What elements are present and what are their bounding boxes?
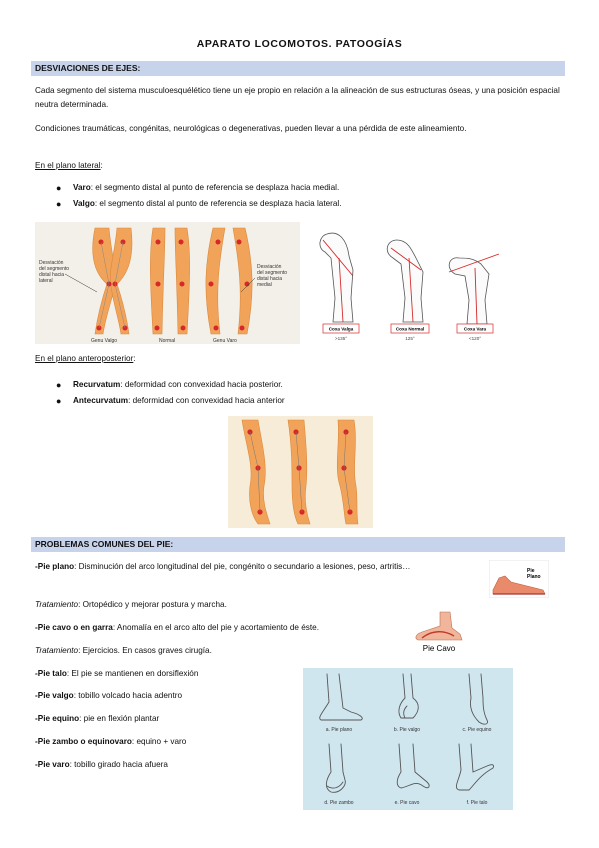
recurvatum-term: Recurvatum (73, 380, 121, 389)
tratamiento-1-label: Tratamiento (35, 600, 79, 609)
ap-heading-colon: : (133, 354, 136, 363)
antecurvatum-text: : deformidad con convexidad hacia anterior (128, 396, 285, 405)
foot-caption-b: b. Pie valgo (393, 727, 421, 733)
pie-zambo-text: : equino + varo (131, 737, 187, 746)
fig1-label-right-4: medial (257, 282, 272, 288)
foot-caption-d: d. Pie zambo (324, 800, 354, 806)
pie-equino-term: -Pie equino (35, 714, 80, 723)
fig1-caption-varo: Genu Varo (213, 338, 237, 344)
pie-varo-text: : tobillo girado hacia afuera (69, 760, 168, 769)
coxa-normal-degrees: 125° (405, 336, 415, 341)
foot-caption-f: f. Pie talo (466, 800, 488, 806)
section-header-desviaciones: DESVIACIONES DE EJES: (31, 61, 565, 76)
foot-caption-c: c. Pie equino (462, 727, 492, 733)
pie-cavo-text: : Anomalía en el arco alto del pie y acortamiento de éste. (112, 623, 320, 632)
coxa-angles-figure (309, 218, 509, 346)
pie-varo-item (35, 758, 295, 772)
intro-paragraph: Cada segmento del sistema musculoesquélético tiene un eje propio en relación a la alineación de sus estructuras óseas, y una posición espacial neutra determinada. (35, 86, 560, 109)
pie-talo-item (35, 667, 295, 681)
ap-heading-text: En el plano anteroposterior (35, 354, 134, 363)
pie-zambo-item (35, 735, 295, 749)
varo-term: Varo (73, 183, 91, 192)
lateral-heading (35, 159, 560, 173)
pie-equino-text: : pie en flexión plantar (79, 714, 160, 723)
bullet-dot: ● (56, 199, 62, 209)
bullet-dot: ● (56, 396, 62, 406)
pie-plano-image-label-1: Pie (527, 568, 535, 574)
tratamiento-1 (35, 598, 560, 612)
fig1-label-right-3: distal hacia (257, 276, 283, 282)
tratamiento-2-text: : Ejercicios. En casos graves cirugía. (78, 646, 212, 655)
tratamiento-1-text: : Ortopédico y mejorar postura y marcha. (78, 600, 227, 609)
pie-valgo-item (35, 689, 295, 703)
varo-text: : el segmento distal al punto de referencia se desplaza hacia medial. (90, 183, 340, 192)
pie-zambo-term: -Pie zambo o equinovaro (35, 737, 132, 746)
foot-deformities-figure (303, 668, 513, 810)
fig1-label-left-3: distal hacia (39, 272, 65, 278)
pie-valgo-term: -Pie valgo (35, 691, 74, 700)
tratamiento-2-label: Tratamiento (35, 646, 79, 655)
valgo-text: : el segmento distal al punto de referencia se desplaza hacia lateral. (94, 199, 342, 208)
pie-plano-image (489, 560, 549, 598)
bullet-antecurvatum (56, 395, 553, 407)
fig1-label-left-4: lateral (39, 278, 53, 284)
bullet-dot: ● (56, 380, 62, 390)
foot-caption-a: a. Pie plano (325, 727, 353, 733)
lateral-heading-colon: : (100, 161, 103, 170)
pie-plano-paragraph (35, 560, 475, 573)
bullet-valgo (56, 198, 553, 210)
bullet-recurvatum (56, 379, 553, 391)
intro-paragraph-2: Condiciones traumáticas, congénitas, neurológicas o degenerativas, pueden llevar a una pérdida de este alineamiento. (35, 124, 467, 133)
antecurvatum-term: Antecurvatum (73, 396, 129, 405)
bullet-dot: ● (56, 183, 62, 193)
coxa-valga-label: Coxa Valga (328, 326, 354, 332)
coxa-vara-degrees: <120° (468, 336, 482, 341)
ap-heading (35, 352, 560, 366)
fig1-label-left-2: del segmento (39, 266, 70, 272)
page-title: APARATO LOCOMOTOS. PATOOGÍAS (196, 38, 403, 50)
pie-plano-text: : Disminución del arco longitudinal del pie, congénito o secundario a lesiones, peso, artritis… (74, 562, 411, 571)
tratamiento-2 (35, 644, 560, 658)
foot-caption-e: e. Pie cavo (394, 800, 420, 806)
coxa-vara-label: Coxa Vara (463, 326, 487, 332)
pie-talo-term: -Pie talo (35, 669, 67, 678)
fig1-caption-valgo: Genu Valgo (91, 338, 118, 344)
recurvatum-text: : deformidad con convexidad hacia posterior. (120, 380, 283, 389)
pie-equino-item (35, 712, 295, 726)
fig1-caption-normal: Normal (159, 338, 176, 344)
pie-plano-term: -Pie plano (35, 562, 75, 571)
valgo-term: Valgo (73, 199, 95, 208)
fig1-label-left-1: Desviación (39, 260, 64, 266)
coxa-normal-label: Coxa Normal (395, 326, 425, 332)
fig1-label-right-1: Desviación (257, 264, 282, 270)
pie-cavo-paragraph (35, 621, 415, 635)
legs-alignment-figure (35, 222, 300, 344)
pie-plano-image-label-2: Plano (527, 574, 541, 580)
pie-valgo-text: : tobillo volcado hacia adentro (73, 691, 183, 700)
legs-sagittal-figure (228, 416, 373, 528)
section-header-pie: PROBLEMAS COMUNES DEL PIE: (31, 537, 565, 552)
fig1-label-right-2: del segmento (257, 270, 288, 276)
pie-talo-text: : El pie se mantienen en dorsiflexión (66, 669, 199, 678)
pie-cavo-term: -Pie cavo o en garra (35, 623, 113, 632)
pie-varo-term: -Pie varo (35, 760, 70, 769)
coxa-valga-degrees: >135° (334, 336, 348, 341)
lateral-heading-text: En el plano lateral (35, 161, 101, 170)
bullet-varo (56, 182, 553, 194)
pie-cavo-image-label: Pie Cavo (422, 644, 456, 653)
